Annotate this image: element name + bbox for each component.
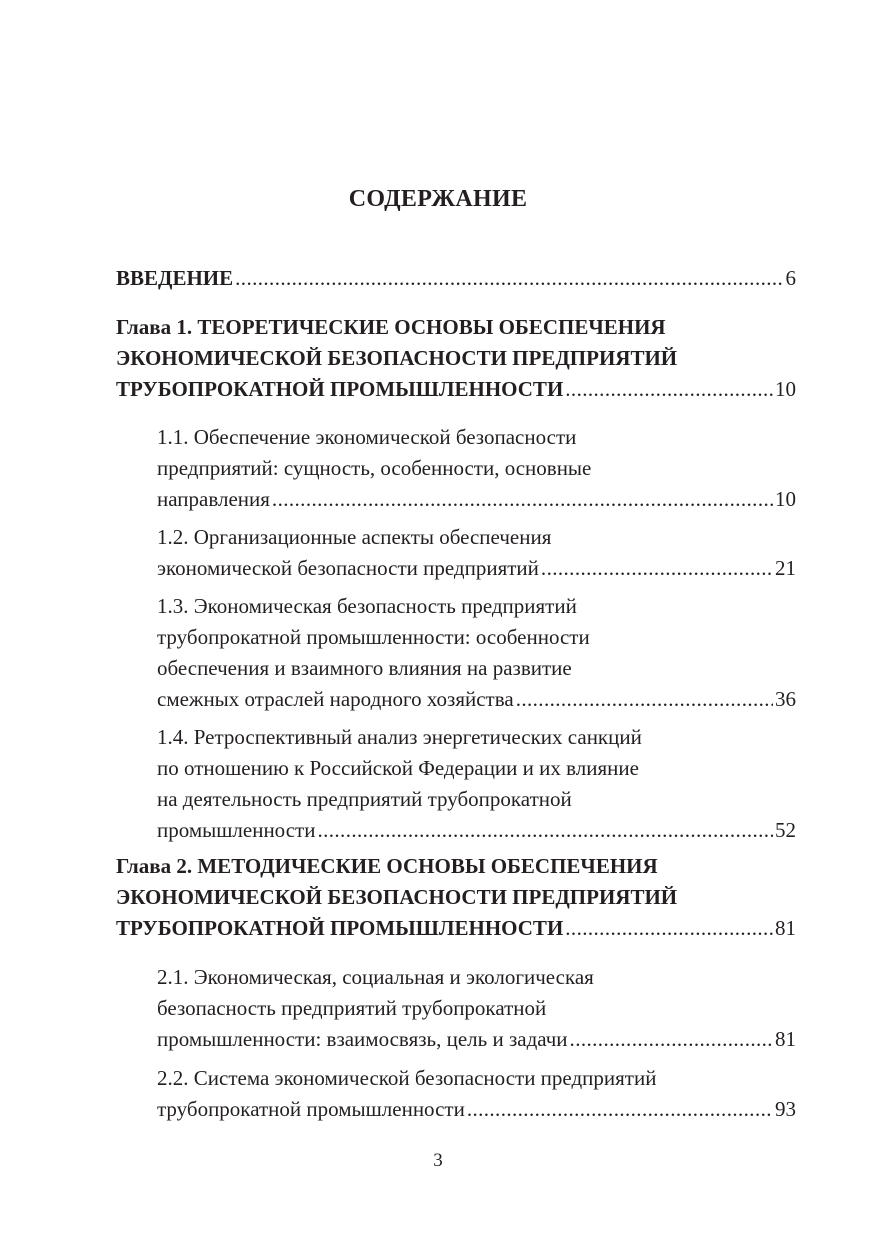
toc-entry-title: промышленности: взаимосвязь, цель и задачи	[157, 1027, 568, 1051]
toc-entry-line: трубопрокатной промышленности: особенности	[157, 625, 590, 649]
toc-entry-line: 1.2. Организационные аспекты обеспечения	[157, 525, 552, 549]
toc-entry-section-1-3[interactable]	[157, 591, 796, 715]
toc-entry-section-2-1[interactable]	[157, 962, 796, 1055]
toc-entry-title: экономической безопасности предприятий	[157, 556, 539, 580]
toc-entry-line: 1.3. Экономическая безопасность предприятий	[157, 594, 577, 618]
leader-dots	[317, 815, 773, 846]
toc-page-number: 93	[775, 1097, 796, 1121]
toc-page-number: 81	[775, 1027, 796, 1051]
toc-entry-line: обеспечения и взаимного влияния на развитие	[157, 656, 572, 680]
toc-page-number: 36	[775, 687, 796, 711]
toc-entry-line: на деятельность предприятий трубопрокатной	[157, 787, 572, 811]
toc-entry-section-1-1[interactable]	[157, 422, 796, 515]
toc-entry-line: 2.2. Система экономической безопасности предприятий	[157, 1066, 657, 1090]
toc-entry-introduction[interactable]	[116, 263, 796, 294]
toc-entry-chapter-2[interactable]	[116, 851, 796, 944]
toc-entry-last-line	[116, 374, 796, 405]
toc-entry-line: ЭКОНОМИЧЕСКОЙ БЕЗОПАСНОСТИ ПРЕДПРИЯТИЙ	[116, 885, 678, 909]
toc-entry-title: ВВЕДЕНИЕ	[116, 266, 234, 290]
toc-entry-line: по отношению к Российской Федерации и их влияние	[157, 756, 639, 780]
leader-dots	[565, 374, 773, 405]
toc-entry-section-2-2[interactable]	[157, 1063, 796, 1125]
leader-dots	[516, 684, 773, 715]
toc-page-number: 81	[775, 916, 796, 940]
leader-dots	[565, 913, 773, 944]
toc-entry-line: 1.1. Обеспечение экономической безопасности	[157, 425, 577, 449]
toc-entry-title: ТРУБОПРОКАТНОЙ ПРОМЫШЛЕННОСТИ	[116, 916, 564, 940]
page-title: СОДЕРЖАНИЕ	[348, 186, 528, 212]
toc-entry-last-line	[157, 815, 796, 846]
leader-dots	[235, 263, 783, 294]
toc-entry-last-line	[157, 484, 796, 515]
toc-entry-title: промышленности	[157, 818, 316, 842]
toc-page-number: 10	[775, 487, 796, 511]
toc-entry-last-line	[157, 553, 796, 584]
leader-dots	[272, 484, 773, 515]
toc-entry-title: смежных отраслей народного хозяйства	[157, 687, 514, 711]
toc-entry-title: направления	[157, 487, 270, 511]
toc-entry-line: предприятий: сущность, особенности, основные	[157, 456, 592, 480]
toc-entry-line: ЭКОНОМИЧЕСКОЙ БЕЗОПАСНОСТИ ПРЕДПРИЯТИЙ	[116, 346, 678, 370]
toc-entry-title: трубопрокатной промышленности	[157, 1097, 465, 1121]
toc-page-number: 6	[785, 266, 796, 290]
toc-entry-last-line	[157, 1024, 796, 1055]
toc-entry-line: Глава 2. МЕТОДИЧЕСКИЕ ОСНОВЫ ОБЕСПЕЧЕНИЯ	[116, 854, 658, 878]
toc-entry-section-1-4[interactable]	[157, 722, 796, 846]
toc-entry-last-line	[116, 263, 796, 294]
toc-entry-last-line	[157, 1094, 796, 1125]
leader-dots	[570, 1024, 773, 1055]
toc-entry-last-line	[157, 684, 796, 715]
toc-entry-line: 1.4. Ретроспективный анализ энергетических санкций	[157, 725, 642, 749]
toc-entry-title: ТРУБОПРОКАТНОЙ ПРОМЫШЛЕННОСТИ	[116, 377, 564, 401]
toc-entry-line: безопасность предприятий трубопрокатной	[157, 996, 547, 1020]
toc-page-number: 21	[775, 556, 796, 580]
leader-dots	[541, 553, 773, 584]
leader-dots	[467, 1094, 773, 1125]
toc-entry-section-1-2[interactable]	[157, 522, 796, 584]
toc-page-number: 52	[775, 818, 796, 842]
toc-entry-chapter-1[interactable]	[116, 312, 796, 405]
toc-entry-last-line	[116, 913, 796, 944]
toc-entry-line: Глава 1. ТЕОРЕТИЧЕСКИЕ ОСНОВЫ ОБЕСПЕЧЕНИЯ	[116, 315, 666, 339]
toc-entry-line: 2.1. Экономическая, социальная и экологическая	[157, 965, 594, 989]
page-number: 3	[433, 1150, 443, 1171]
toc-page-number: 10	[775, 377, 796, 401]
